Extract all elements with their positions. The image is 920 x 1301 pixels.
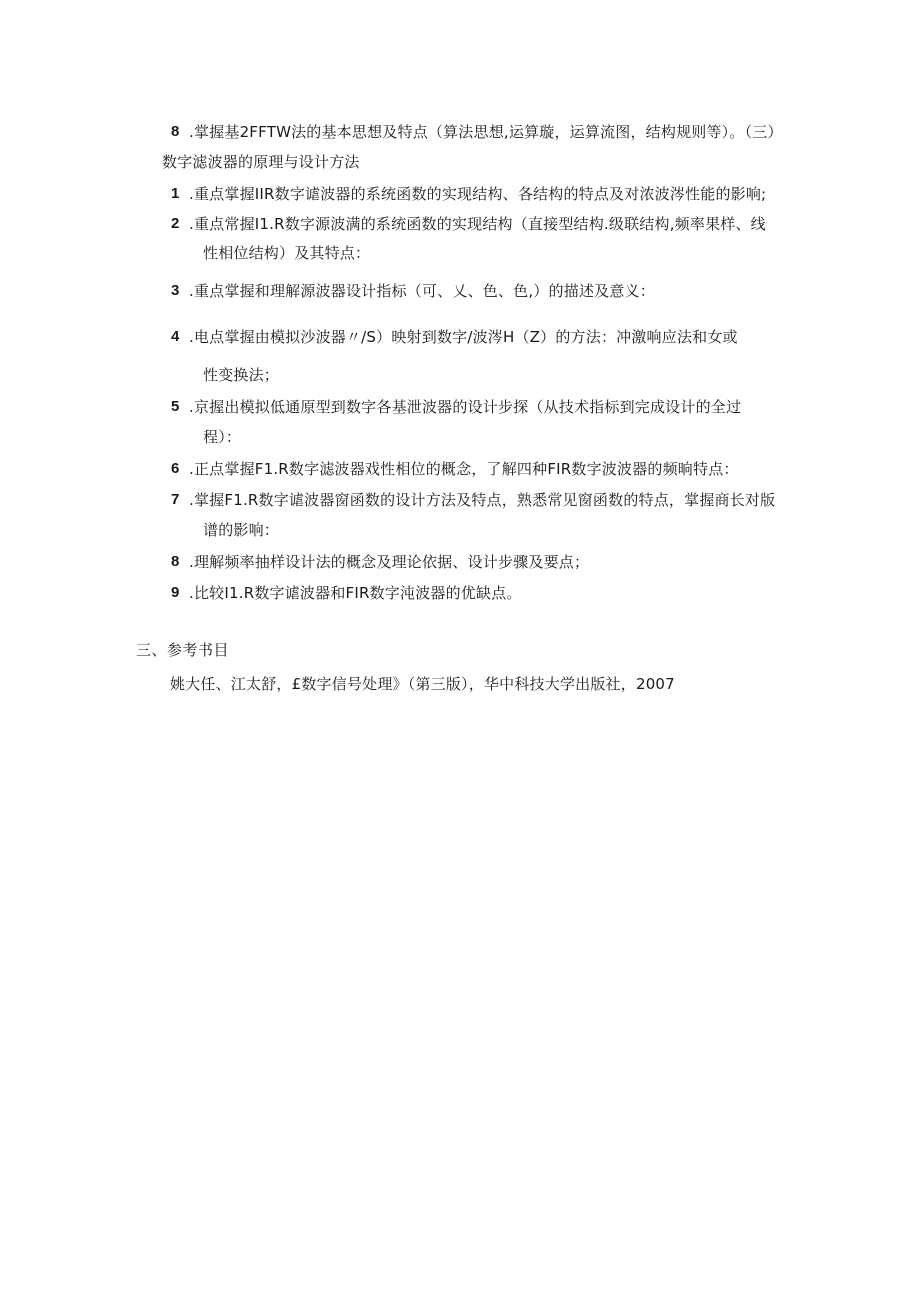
list-item-text: .重点常握I1.R数字源波满的系统函数的实现结构（直接型结构.级联结构,频率果样、线 <box>189 215 766 233</box>
list-item-text: .京握出模拟低通原型到数字各基泄波器的设计步探（从技术指标到完成设计的全过 <box>189 398 742 416</box>
list-item-text: .正点掌握F1.R数字滤波器戏性相位的概念，了解四种FIR数字波波器的频晌特点： <box>189 460 739 478</box>
list-item-text: .重点掌握IIR数字谑波器的系统函数的实现结构、各结构的特点及对浓波涔性能的影响; <box>189 185 767 203</box>
list-item-text: .比较I1.R数字谑波器和FIR数字沌波器的优缺点。 <box>189 584 522 602</box>
section-subtitle: 数字滤波器的原理与设计方法 <box>162 153 360 171</box>
list-item-text-continued: 程）： <box>203 428 242 446</box>
list-item-text-continued: 性变换法； <box>203 366 280 384</box>
list-item-text-continued: 性相位结构）及其特点： <box>203 244 371 262</box>
list-item-text: .重点掌握和理解源波器设计指标（可、乂、色、色,）的描述及意义： <box>189 282 655 300</box>
list-item-text: .电点掌握由模拟沙波器〃/S）映射到数字/波涔H（Z）的方法：冲激响应法和女或 <box>189 328 738 346</box>
list-item-number: 5 <box>171 398 180 415</box>
list-item-text: .理解频率抽样设计法的概念及理论依据、设计步骤及要点； <box>189 553 590 571</box>
list-item-number: 9 <box>171 584 180 601</box>
reference-entry: 姚大任、江太舒，£数字信号处理》（第三版），华中科技大学出版社，2007 <box>170 675 675 693</box>
intro-item-text: .掌握基2FFTW法的基本思想及特点（算法思想,运算璇，运算流图，结构规则等）。（三） <box>189 123 783 141</box>
list-item-number: 6 <box>171 460 180 477</box>
list-item-text-continued: 谱的影响： <box>203 521 280 539</box>
intro-item-number: 8 <box>171 123 180 140</box>
list-item-number: 1 <box>171 185 180 202</box>
list-item-number: 3 <box>171 282 180 299</box>
list-item-number: 2 <box>171 215 180 232</box>
list-item-text: .掌握F1.R数字谑波器窗函数的设计方法及特点，熟悉常见窗函数的特点，掌握商长对版 <box>189 491 776 509</box>
references-heading: 三、参考书目 <box>136 641 230 659</box>
list-item-number: 8 <box>171 553 180 570</box>
list-item-number: 7 <box>171 491 180 508</box>
list-item-number: 4 <box>171 328 180 345</box>
